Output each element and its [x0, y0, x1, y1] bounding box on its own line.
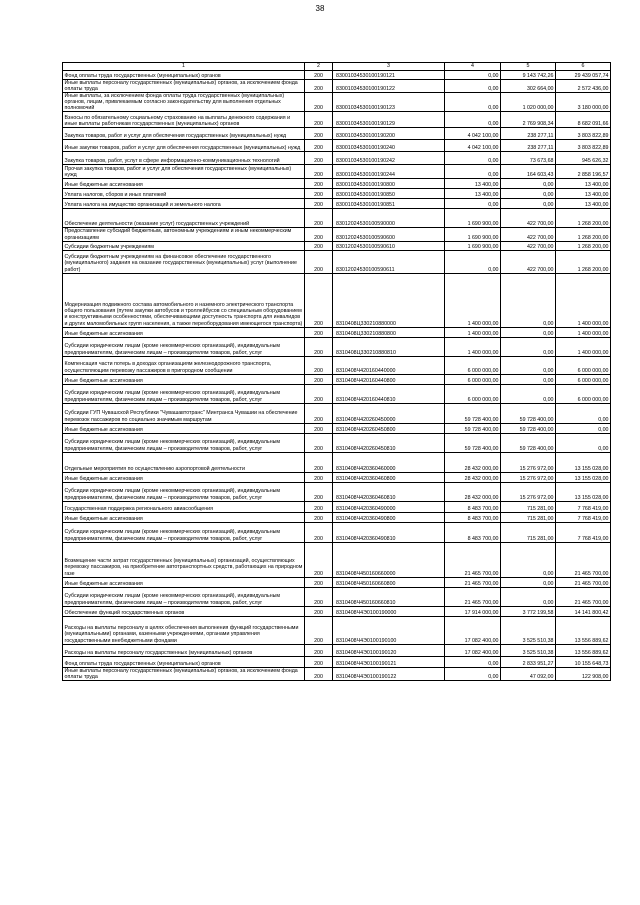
row-remaining-cell: 13 556 889,62 — [556, 644, 611, 656]
row-admin-cell: 200 — [305, 250, 333, 273]
row-executed-cell: 238 277,11 — [501, 140, 556, 152]
row-code-cell: 8310408Ч4Э0100190121 — [333, 656, 445, 667]
row-admin-cell: 200 — [305, 140, 333, 152]
row-plan-cell: 28 432 000,00 — [445, 472, 501, 482]
row-remaining-cell: 10 155 648,73 — [556, 656, 611, 667]
row-name-cell: Иные закупки товаров, работ и услуг для обеспечения государственных (муниципальных) нужд — [63, 140, 305, 152]
row-remaining-cell: 122 908,00 — [556, 667, 611, 680]
row-plan-cell: 17 082 400,00 — [445, 616, 501, 644]
row-admin-cell: 200 — [305, 112, 333, 128]
row-plan-cell: 0,00 — [445, 80, 501, 93]
row-executed-cell: 422 700,00 — [501, 209, 556, 228]
table-row — [63, 542, 611, 577]
row-code-cell: 83001034530100190851 — [333, 199, 445, 209]
row-admin-cell: 200 — [305, 522, 333, 542]
row-remaining-cell: 1 400 000,00 — [556, 273, 611, 327]
row-admin-cell: 200 — [305, 80, 333, 93]
row-remaining-cell: 6 000 000,00 — [556, 384, 611, 403]
row-remaining-cell: 3 180 000,00 — [556, 93, 611, 112]
row-remaining-cell: 6 000 000,00 — [556, 356, 611, 374]
row-name-cell: Компенсация части потерь в доходах организациям железнодорожного транспорта, осуществляющим перевозку пассажиров в пригородном сообщении — [63, 356, 305, 374]
row-plan-cell: 21 465 700,00 — [445, 577, 501, 587]
row-executed-cell: 3 525 510,38 — [501, 616, 556, 644]
row-name-cell: Иные бюджетные ассигнования — [63, 472, 305, 482]
row-admin-cell: 200 — [305, 273, 333, 327]
row-remaining-cell: 945 626,32 — [556, 152, 611, 165]
row-executed-cell: 0,00 — [501, 179, 556, 189]
row-name-cell: Иные бюджетные ассигнования — [63, 423, 305, 433]
row-name-cell: Иные выплаты персоналу государственных (муниципальных) органов, за исключением фонда оплаты труда — [63, 667, 305, 680]
row-admin-cell: 200 — [305, 374, 333, 384]
row-executed-cell: 15 276 972,00 — [501, 452, 556, 472]
column-header: 5 — [501, 63, 556, 71]
row-code-cell: 83001034530100190200 — [333, 128, 445, 140]
row-remaining-cell: 2 858 196,57 — [556, 165, 611, 179]
row-remaining-cell: 8 682 091,66 — [556, 112, 611, 128]
row-name-cell: Субсидии юридическим лицам (кроме некоммерческих организаций), индивидуальным предпринимателям, физическим лицам – производителям товаров, работ, услуг — [63, 522, 305, 542]
row-name-cell: Закупка товаров, работ и услуг для обеспечения государственных (муниципальных) нужд — [63, 128, 305, 140]
row-admin-cell: 200 — [305, 179, 333, 189]
row-executed-cell: 0,00 — [501, 374, 556, 384]
row-plan-cell: 1 690 900,00 — [445, 228, 501, 241]
row-remaining-cell: 21 465 700,00 — [556, 587, 611, 606]
row-remaining-cell: 2 572 436,00 — [556, 80, 611, 93]
row-plan-cell: 0,00 — [445, 165, 501, 179]
row-code-cell: 8310408Ч450160660800 — [333, 577, 445, 587]
row-name-cell: Уплата налогов, сборов и иных платежей — [63, 189, 305, 199]
row-code-cell: 8310408Ч420260450810 — [333, 433, 445, 452]
table-row — [63, 356, 611, 374]
row-plan-cell: 1 400 000,00 — [445, 327, 501, 337]
row-plan-cell: 1 690 900,00 — [445, 209, 501, 228]
row-name-cell: Отдельные мероприятия по осуществлению аэропортовой деятельности — [63, 452, 305, 472]
row-admin-cell: 200 — [305, 542, 333, 577]
row-executed-cell: 3 772 199,58 — [501, 606, 556, 616]
row-code-cell: 83001034530100190800 — [333, 179, 445, 189]
row-remaining-cell: 29 439 057,74 — [556, 71, 611, 80]
row-name-cell: Обеспечение функций государственных органов — [63, 606, 305, 616]
row-code-cell: 8310408Ч420160440800 — [333, 374, 445, 384]
row-code-cell: 83001034530100190122 — [333, 80, 445, 93]
row-admin-cell: 200 — [305, 512, 333, 522]
row-plan-cell: 0,00 — [445, 152, 501, 165]
row-plan-cell: 4 042 100,00 — [445, 140, 501, 152]
row-executed-cell: 164 603,43 — [501, 165, 556, 179]
row-executed-cell: 0,00 — [501, 542, 556, 577]
row-name-cell: Обеспечение деятельности (оказание услуг) государственных учреждений — [63, 209, 305, 228]
row-admin-cell: 200 — [305, 403, 333, 423]
row-name-cell: Иные бюджетные ассигнования — [63, 179, 305, 189]
row-remaining-cell: 7 768 419,00 — [556, 512, 611, 522]
row-executed-cell: 0,00 — [501, 199, 556, 209]
row-remaining-cell: 3 803 822,89 — [556, 128, 611, 140]
row-name-cell: Уплата налога на имущество организаций и земельного налога — [63, 199, 305, 209]
row-executed-cell: 0,00 — [501, 384, 556, 403]
table-row — [63, 140, 611, 152]
row-remaining-cell: 13 400,00 — [556, 179, 611, 189]
table-row — [63, 512, 611, 522]
row-executed-cell: 15 276 972,00 — [501, 472, 556, 482]
row-code-cell: 83001034530100190240 — [333, 140, 445, 152]
table-row — [63, 501, 611, 512]
table-row — [63, 80, 611, 93]
row-code-cell: 8310408Ч4Э0100190120 — [333, 644, 445, 656]
row-plan-cell: 21 465 700,00 — [445, 587, 501, 606]
row-admin-cell: 200 — [305, 128, 333, 140]
row-admin-cell: 200 — [305, 577, 333, 587]
row-plan-cell: 8 483 700,00 — [445, 512, 501, 522]
row-code-cell: 8310408Ч4Э0100190122 — [333, 667, 445, 680]
row-name-cell: Субсидии юридическим лицам (кроме некоммерческих организаций), индивидуальным предпринимателям, физическим лицам – производителям товаров, работ, услуг — [63, 482, 305, 501]
row-name-cell: Субсидии юридическим лицам (кроме некоммерческих организаций), индивидуальным предпринимателям, физическим лицам – производителям товаров, работ, услуг — [63, 384, 305, 403]
table-row — [63, 128, 611, 140]
row-plan-cell: 6 000 000,00 — [445, 374, 501, 384]
row-plan-cell: 6 000 000,00 — [445, 356, 501, 374]
table-row — [63, 482, 611, 501]
row-plan-cell: 0,00 — [445, 93, 501, 112]
row-admin-cell: 200 — [305, 606, 333, 616]
table-row — [63, 241, 611, 250]
row-plan-cell: 59 728 400,00 — [445, 403, 501, 423]
row-code-cell: 8310408Ч420360490000 — [333, 501, 445, 512]
row-plan-cell: 0,00 — [445, 667, 501, 680]
row-executed-cell: 2 833 951,27 — [501, 656, 556, 667]
table-row — [63, 374, 611, 384]
row-remaining-cell: 1 400 000,00 — [556, 327, 611, 337]
table-row — [63, 667, 611, 680]
row-executed-cell: 73 673,68 — [501, 152, 556, 165]
row-name-cell: Субсидии юридическим лицам (кроме некоммерческих организаций), индивидуальным предпринимателям, физическим лицам – производителям товаров, работ, услуг — [63, 433, 305, 452]
row-remaining-cell: 1 268 200,00 — [556, 228, 611, 241]
row-executed-cell: 715 281,00 — [501, 512, 556, 522]
row-plan-cell: 6 000 000,00 — [445, 384, 501, 403]
row-executed-cell: 2 769 908,34 — [501, 112, 556, 128]
row-remaining-cell: 21 465 700,00 — [556, 542, 611, 577]
table-row — [63, 112, 611, 128]
row-remaining-cell: 0,00 — [556, 433, 611, 452]
row-executed-cell: 47 092,00 — [501, 667, 556, 680]
row-code-cell: 83001034530100190242 — [333, 152, 445, 165]
row-plan-cell: 59 728 400,00 — [445, 433, 501, 452]
row-executed-cell: 3 525 510,38 — [501, 644, 556, 656]
column-header: 6 — [556, 63, 611, 71]
row-plan-cell: 0,00 — [445, 199, 501, 209]
column-header: 1 — [63, 63, 305, 71]
row-code-cell: 8310408Ч420360460800 — [333, 472, 445, 482]
table-row — [63, 199, 611, 209]
row-remaining-cell: 13 400,00 — [556, 199, 611, 209]
row-admin-cell: 200 — [305, 616, 333, 644]
row-name-cell: Субсидии бюджетным учреждениям — [63, 241, 305, 250]
row-remaining-cell: 1 268 200,00 — [556, 241, 611, 250]
table-row — [63, 384, 611, 403]
row-executed-cell: 0,00 — [501, 337, 556, 356]
row-code-cell: 8310408Ч420160440000 — [333, 356, 445, 374]
table-row — [63, 189, 611, 199]
row-remaining-cell: 7 768 419,00 — [556, 501, 611, 512]
column-header: 2 — [305, 63, 333, 71]
row-name-cell: Фонд оплаты труда государственных (муниципальных) органов — [63, 656, 305, 667]
table-row — [63, 656, 611, 667]
row-name-cell: Субсидии бюджетным учреждениям на финансовое обеспечение государственного (муниципального) задания на оказание государственных (муниципальных) услуг (выполнение работ) — [63, 250, 305, 273]
row-admin-cell: 200 — [305, 667, 333, 680]
row-executed-cell: 59 728 400,00 — [501, 423, 556, 433]
row-name-cell: Предоставление субсидий бюджетным, автономным учреждениям и иным некоммерческим организациям — [63, 228, 305, 241]
row-admin-cell: 200 — [305, 327, 333, 337]
table-header-row — [63, 63, 611, 71]
row-executed-cell: 59 728 400,00 — [501, 433, 556, 452]
row-code-cell: 8310408Ч420260450000 — [333, 403, 445, 423]
row-plan-cell: 0,00 — [445, 656, 501, 667]
row-admin-cell: 200 — [305, 165, 333, 179]
table-row — [63, 165, 611, 179]
row-executed-cell: 0,00 — [501, 273, 556, 327]
row-plan-cell: 17 914 000,00 — [445, 606, 501, 616]
table-row — [63, 250, 611, 273]
table-row — [63, 228, 611, 241]
row-admin-cell: 200 — [305, 452, 333, 472]
column-header: 3 — [333, 63, 445, 71]
table-row — [63, 606, 611, 616]
table-row — [63, 327, 611, 337]
row-remaining-cell: 13 155 028,00 — [556, 482, 611, 501]
row-admin-cell: 200 — [305, 482, 333, 501]
row-executed-cell: 422 700,00 — [501, 241, 556, 250]
row-remaining-cell: 13 556 889,62 — [556, 616, 611, 644]
table-row — [63, 433, 611, 452]
table-row — [63, 179, 611, 189]
row-name-cell: Иные выплаты, за исключением фонда оплаты труда государственных (муниципальных) органов, лицам, привлекаемым согласно законодательству для выполнения отдельных полномочий — [63, 93, 305, 112]
table-row — [63, 403, 611, 423]
row-name-cell: Иные бюджетные ассигнования — [63, 327, 305, 337]
table-row — [63, 472, 611, 482]
row-name-cell: Иные бюджетные ассигнования — [63, 577, 305, 587]
row-admin-cell: 200 — [305, 241, 333, 250]
row-executed-cell: 15 276 972,00 — [501, 482, 556, 501]
row-remaining-cell: 13 155 028,00 — [556, 452, 611, 472]
table-row — [63, 209, 611, 228]
row-plan-cell: 8 483 700,00 — [445, 501, 501, 512]
row-code-cell: 8310408Ч4Э0100190100 — [333, 616, 445, 644]
table-row — [63, 152, 611, 165]
row-admin-cell: 200 — [305, 199, 333, 209]
row-admin-cell: 200 — [305, 209, 333, 228]
row-name-cell: Расходы на выплаты персоналу в целях обеспечения выполнения функций государственными (муниципальными) органами, казенными учреждениями, органами управления государственными внебюджетными фондами — [63, 616, 305, 644]
row-name-cell: Возмещение части затрат государственных (муниципальных) организаций, осуществляющих перевозку пассажиров, на приобретение автотранспортных средств, работающих на природном газе — [63, 542, 305, 577]
row-remaining-cell: 1 400 000,00 — [556, 337, 611, 356]
row-name-cell: Иные бюджетные ассигнования — [63, 374, 305, 384]
row-code-cell: 83012024530100590610 — [333, 241, 445, 250]
row-code-cell: 83001034530100190850 — [333, 189, 445, 199]
table-row — [63, 616, 611, 644]
row-admin-cell: 200 — [305, 644, 333, 656]
row-code-cell: 8310408Ч4Э0100190000 — [333, 606, 445, 616]
row-remaining-cell: 13 400,00 — [556, 189, 611, 199]
budget-execution-table — [62, 62, 611, 681]
row-executed-cell: 715 281,00 — [501, 501, 556, 512]
row-code-cell: 83001034530100190123 — [333, 93, 445, 112]
row-plan-cell: 17 082 400,00 — [445, 644, 501, 656]
column-header: 4 — [445, 63, 501, 71]
row-plan-cell: 4 042 100,00 — [445, 128, 501, 140]
row-executed-cell: 0,00 — [501, 189, 556, 199]
row-admin-cell: 200 — [305, 501, 333, 512]
row-remaining-cell: 1 268 200,00 — [556, 209, 611, 228]
table-row — [63, 93, 611, 112]
row-plan-cell: 28 432 000,00 — [445, 452, 501, 472]
row-plan-cell: 28 432 000,00 — [445, 482, 501, 501]
row-name-cell: Закупка товаров, работ, услуг в сфере информационно-коммуникационных технологий — [63, 152, 305, 165]
row-plan-cell: 13 400,00 — [445, 179, 501, 189]
row-executed-cell: 422 700,00 — [501, 228, 556, 241]
row-admin-cell: 200 — [305, 384, 333, 403]
row-admin-cell: 200 — [305, 337, 333, 356]
row-plan-cell: 1 400 000,00 — [445, 273, 501, 327]
row-remaining-cell: 21 465 700,00 — [556, 577, 611, 587]
table-row — [63, 644, 611, 656]
row-code-cell: 83001034530100190121 — [333, 71, 445, 80]
table-row — [63, 587, 611, 606]
row-admin-cell: 200 — [305, 423, 333, 433]
row-plan-cell: 1 690 900,00 — [445, 241, 501, 250]
table-row — [63, 522, 611, 542]
table-body — [63, 63, 611, 681]
row-remaining-cell: 6 000 000,00 — [556, 374, 611, 384]
row-executed-cell: 0,00 — [501, 577, 556, 587]
row-admin-cell: 200 — [305, 93, 333, 112]
row-plan-cell: 0,00 — [445, 71, 501, 80]
row-remaining-cell: 14 141 800,42 — [556, 606, 611, 616]
row-plan-cell: 0,00 — [445, 112, 501, 128]
row-admin-cell: 200 — [305, 71, 333, 80]
row-name-cell: Взносы по обязательному социальному страхованию на выплаты денежного содержания и иные выплаты работникам государственных (муниципальных) органов — [63, 112, 305, 128]
row-plan-cell: 13 400,00 — [445, 189, 501, 199]
row-executed-cell: 59 728 400,00 — [501, 403, 556, 423]
row-name-cell: Иные выплаты персоналу государственных (муниципальных) органов, за исключением фонда оплаты труда — [63, 80, 305, 93]
row-executed-cell: 0,00 — [501, 327, 556, 337]
row-remaining-cell: 0,00 — [556, 403, 611, 423]
row-code-cell: 83001034530100190129 — [333, 112, 445, 128]
row-admin-cell: 200 — [305, 356, 333, 374]
table-row — [63, 71, 611, 80]
table-row — [63, 423, 611, 433]
row-remaining-cell: 0,00 — [556, 423, 611, 433]
table-row — [63, 337, 611, 356]
row-plan-cell: 59 728 400,00 — [445, 423, 501, 433]
row-admin-cell: 200 — [305, 152, 333, 165]
row-remaining-cell: 7 768 419,00 — [556, 522, 611, 542]
table-row — [63, 273, 611, 327]
row-code-cell: 8310408Ч420360460000 — [333, 452, 445, 472]
row-executed-cell: 238 277,11 — [501, 128, 556, 140]
row-code-cell: 8310408Ц330210880800 — [333, 327, 445, 337]
row-code-cell: 8310408Ч420260450800 — [333, 423, 445, 433]
row-admin-cell: 200 — [305, 433, 333, 452]
row-name-cell: Иные бюджетные ассигнования — [63, 512, 305, 522]
row-code-cell: 8310408Ч420360460810 — [333, 482, 445, 501]
row-admin-cell: 200 — [305, 228, 333, 241]
row-code-cell: 83001034530100190244 — [333, 165, 445, 179]
row-name-cell: Модернизация подвижного состава автомобильного и наземного электрического транспорта общего пользования (путем закупки автобусов и троллейбусов со специальным оборудованием и конструктивными особенностями, обеспечивающими доступность транспорта для инвалидов и других маломобильных групп населения, а также переоборудования имеющегося транспорта) — [63, 273, 305, 327]
row-plan-cell: 1 400 000,00 — [445, 337, 501, 356]
row-code-cell: 83012024530100590000 — [333, 209, 445, 228]
row-code-cell: 8310408Ч450160660000 — [333, 542, 445, 577]
row-code-cell: 8310408Ч420160440810 — [333, 384, 445, 403]
row-remaining-cell: 3 803 822,89 — [556, 140, 611, 152]
row-admin-cell: 200 — [305, 472, 333, 482]
row-executed-cell: 0,00 — [501, 587, 556, 606]
row-remaining-cell: 13 155 028,00 — [556, 472, 611, 482]
row-code-cell: 8310408Ц330210880810 — [333, 337, 445, 356]
row-plan-cell: 8 483 700,00 — [445, 522, 501, 542]
row-code-cell: 83012024530100590611 — [333, 250, 445, 273]
row-executed-cell: 9 143 742,26 — [501, 71, 556, 80]
row-executed-cell: 422 700,00 — [501, 250, 556, 273]
row-name-cell: Фонд оплаты труда государственных (муниципальных) органов — [63, 71, 305, 80]
row-plan-cell: 21 465 700,00 — [445, 542, 501, 577]
row-name-cell: Расходы на выплаты персоналу государственных (муниципальных) органов — [63, 644, 305, 656]
row-name-cell: Субсидии юридическим лицам (кроме некоммерческих организаций), индивидуальным предпринимателям, физическим лицам – производителям товаров, работ, услуг — [63, 587, 305, 606]
row-name-cell: Государственная поддержка регионального авиасообщения — [63, 501, 305, 512]
table-row — [63, 577, 611, 587]
row-executed-cell: 0,00 — [501, 356, 556, 374]
row-executed-cell: 302 664,00 — [501, 80, 556, 93]
row-code-cell: 8310408Ч450160660810 — [333, 587, 445, 606]
row-name-cell: Прочая закупка товаров, работ и услуг для обеспечения государственных (муниципальных) нужд — [63, 165, 305, 179]
row-code-cell: 8310408Ц330210880000 — [333, 273, 445, 327]
row-admin-cell: 200 — [305, 587, 333, 606]
row-admin-cell: 200 — [305, 189, 333, 199]
table-row — [63, 452, 611, 472]
row-name-cell: Субсидии юридическим лицам (кроме некоммерческих организаций), индивидуальным предпринимателям, физическим лицам – производителям товаров, работ, услуг — [63, 337, 305, 356]
row-name-cell: Субсидии ГУП Чувашской Республики "Чувашавтотранс" Минтранса Чувашии на обеспечение перевозок пассажиров по социально значимым маршрутам — [63, 403, 305, 423]
row-executed-cell: 1 020 000,00 — [501, 93, 556, 112]
row-code-cell: 8310408Ч420360490810 — [333, 522, 445, 542]
row-admin-cell: 200 — [305, 656, 333, 667]
row-code-cell: 8310408Ч420360490800 — [333, 512, 445, 522]
row-executed-cell: 715 281,00 — [501, 522, 556, 542]
row-remaining-cell: 1 268 200,00 — [556, 250, 611, 273]
row-plan-cell: 0,00 — [445, 250, 501, 273]
page-number: 38 — [315, 4, 325, 13]
row-code-cell: 83012024530100590600 — [333, 228, 445, 241]
